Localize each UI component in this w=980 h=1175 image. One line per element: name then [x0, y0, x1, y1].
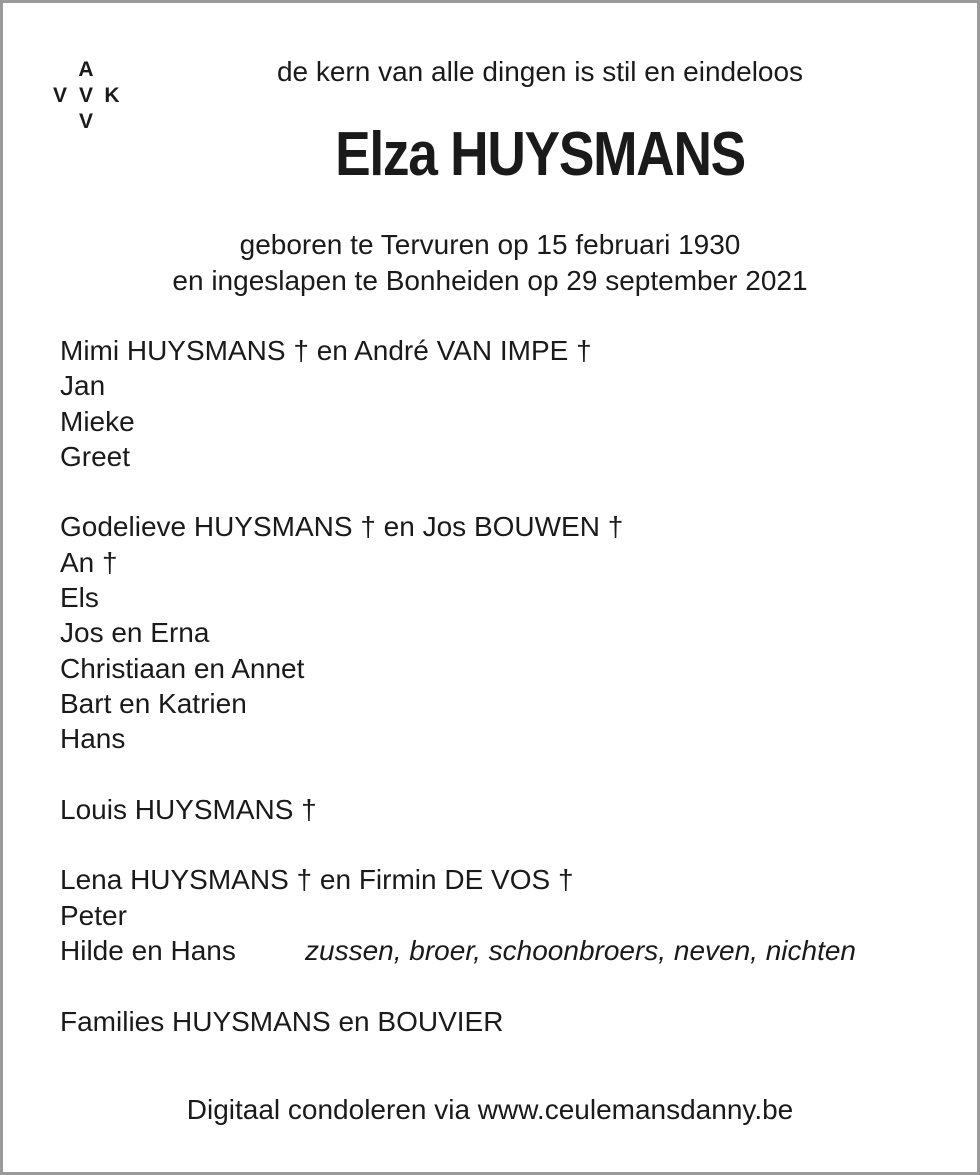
emblem-letter-left: V [52, 84, 67, 107]
emblem-letter-top: A [78, 58, 94, 81]
family-line: Jos en Erna [60, 617, 210, 649]
death-line: en ingeslapen te Bonheiden op 29 september 2021 [172, 265, 808, 296]
family-line: Hilde en Hans [60, 935, 236, 967]
family-line: Els [60, 582, 99, 614]
family-line: Mimi HUYSMANS † en André VAN IMPE † [60, 335, 592, 366]
spacer [60, 474, 940, 509]
family-line: Lena HUYSMANS † en Firmin DE VOS † [60, 864, 574, 896]
avv-vvk-emblem [48, 58, 124, 134]
birth-death-dates [0, 227, 980, 299]
emblem-letter-center: V [78, 84, 93, 107]
family-line: Godelieve HUYSMANS † en Jos BOUWEN † [60, 511, 624, 543]
family-line: An † [60, 546, 118, 578]
motto: de kern van alle dingen is stil en eindeloos [276, 56, 804, 87]
condolences-line: Digitaal condoleren via www.ceulemansdanny.be [186, 1094, 794, 1125]
spacer [60, 757, 940, 792]
relation-description: zussen, broer, schoonbroers, neven, nichten [305, 935, 857, 966]
family-line: Peter [60, 899, 127, 931]
birth-line: geboren te Tervuren op 15 februari 1930 [239, 229, 741, 260]
spacer [60, 968, 940, 1003]
family-line: Bart en Katrien [60, 687, 247, 719]
family-line: Greet [60, 440, 131, 472]
family-line: Christiaan en Annet [60, 652, 305, 684]
spacer [60, 827, 940, 862]
family-line: Hans [60, 723, 126, 755]
emblem-letter-bottom: V [78, 110, 93, 133]
family-line: Jan [60, 370, 106, 402]
family-line: Mieke [60, 405, 135, 437]
emblem-letter-right: K [104, 84, 120, 107]
families-line: Families HUYSMANS en BOUVIER [60, 1005, 504, 1037]
family-line: Louis HUYSMANS † [60, 793, 317, 825]
deceased-name: Elza HUYSMANS [335, 120, 745, 189]
